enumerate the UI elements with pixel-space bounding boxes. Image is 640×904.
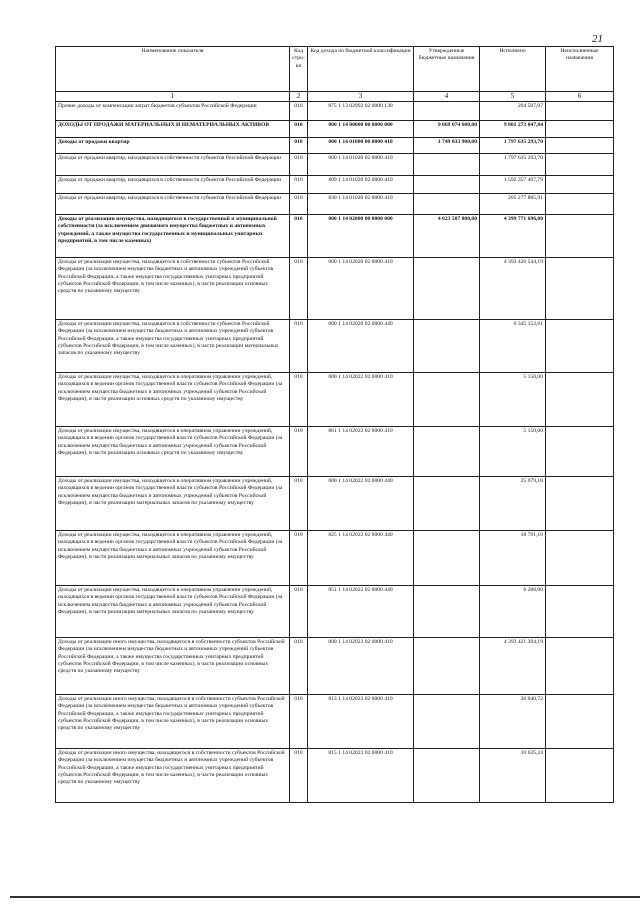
row-indicator-name: Доходы от реализации иного имущества, находящегося в собственности субъектов Российской Федерации (за исключением имущества бюджетных и автономных учреждений субъектов Российской Федерации, а также имущества государственных унитарных предприятий субъектов Российской Федерации, в том числе казенных), в части реализации основных средств по указанному имуществу	[56, 749, 290, 803]
row-line-code: 010	[290, 320, 308, 373]
row-remaining-amount	[546, 154, 614, 176]
row-approved-amount	[414, 427, 480, 477]
row-remaining-amount	[546, 194, 614, 215]
row-indicator-name: Доходы от продажи квартир, находящихся в собственности субъектов Российской Федерации	[56, 176, 290, 194]
page-number: 21	[592, 33, 603, 45]
row-approved-amount: 1 749 033 900,00	[414, 138, 480, 154]
row-indicator-name: ДОХОДЫ ОТ ПРОДАЖИ МАТЕРИАЛЬНЫХ И НЕМАТЕРИАЛЬНЫХ АКТИВОВ	[56, 121, 290, 138]
row-indicator-name: Доходы от реализации имущества, находящегося в государственной и муниципальной собственности (за исключением движимого имущества бюджетных и автономных учреждений, а также имущества государственных и муниципальных унитарных предприятий, в том числе казенных)	[56, 215, 290, 258]
header-approved: Утвержденные бюджетные назначения	[414, 47, 480, 92]
row-remaining-amount	[546, 638, 614, 695]
row-executed-amount: 205 277 885,91	[480, 194, 546, 215]
row-line-code: 010	[290, 138, 308, 154]
table-row	[56, 477, 614, 531]
row-indicator-name: Доходы от реализации имущества, находящегося в оперативном управлении учреждений, находящихся в ведении органов государственной власти субъектов Российской Федерации (за исключением имущества бюджетных и автономных учреждений субъектов Российской Федерации), в части реализации материальных запасов по указанному имуществу	[56, 586, 290, 638]
row-remaining-amount	[546, 258, 614, 320]
table-row	[56, 176, 614, 194]
column-index: 5	[480, 92, 546, 102]
row-indicator-name: Доходы от реализации имущества, находящегося в собственности субъектов Российской Федерации (за исключением имущества бюджетных и автономных учреждений субъектов Российской Федерации, а также имущества государственных унитарных предприятий субъектов Российской Федерации, в том числе казенных), в части реализации материальных запасов по указанному имуществу	[56, 320, 290, 373]
row-indicator-name: Доходы от продажи квартир, находящихся в собственности субъектов Российской Федерации	[56, 194, 290, 215]
row-indicator-name: Доходы от реализации имущества, находящегося в оперативном управлении учреждений, находящихся в ведении органов государственной власти субъектов Российской Федерации (за исключением имущества бюджетных и автономных учреждений субъектов Российской Федерации), в части реализации материальных запасов по указанному имуществу	[56, 477, 290, 531]
row-approved-amount	[414, 477, 480, 531]
table-row	[56, 531, 614, 586]
row-remaining-amount	[546, 373, 614, 427]
row-line-code: 010	[290, 102, 308, 121]
row-indicator-name: Прочие доходы от компенсации затрат бюджетов субъектов Российской Федерации	[56, 102, 290, 121]
row-budget-code: 830 1 14 01020 02 0000 410	[308, 194, 414, 215]
row-executed-amount: 6 288,00	[480, 586, 546, 638]
row-executed-amount: 1 592 357 407,79	[480, 176, 546, 194]
row-approved-amount	[414, 320, 480, 373]
revenue-table	[55, 46, 614, 803]
row-budget-code: 000 1 14 02022 02 0000 410	[308, 373, 414, 427]
row-approved-amount	[414, 154, 480, 176]
row-executed-amount: 4 393 421 394,19	[480, 638, 546, 695]
column-index: 6	[546, 92, 614, 102]
row-indicator-name: Доходы от реализации имущества, находящегося в собственности субъектов Российской Федерации (за исключением имущества бюджетных и автономных учреждений субъектов Российской Федерации, а также имущества государственных унитарных предприятий субъектов Российской Федерации, в том числе казенных), в части реализации основных средств по указанному имуществу	[56, 258, 290, 320]
row-remaining-amount	[546, 427, 614, 477]
row-indicator-name: Доходы от реализации имущества, находящегося в оперативном управлении учреждений, находящихся в ведении органов государственной власти субъектов Российской Федерации (за исключением имущества бюджетных и автономных учреждений субъектов Российской Федерации), в части реализации основных средств по указанному имуществу	[56, 427, 290, 477]
table-row	[56, 695, 614, 749]
row-line-code: 010	[290, 194, 308, 215]
row-executed-amount: 5 150,00	[480, 373, 546, 427]
row-budget-code: 809 1 14 01020 02 0000 410	[308, 176, 414, 194]
row-budget-code: 000 1 14 01000 00 0000 410	[308, 138, 414, 154]
row-remaining-amount	[546, 215, 614, 258]
row-executed-amount: 6 345 152,61	[480, 320, 546, 373]
row-executed-amount: 10 635,24	[480, 749, 546, 803]
table-row	[56, 138, 614, 154]
column-index: 4	[414, 92, 480, 102]
row-approved-amount	[414, 194, 480, 215]
row-line-code: 010	[290, 586, 308, 638]
row-line-code: 010	[290, 749, 308, 803]
row-remaining-amount	[546, 749, 614, 803]
row-budget-code: 815 1 14 02023 02 0000 410	[308, 749, 414, 803]
table-row	[56, 373, 614, 427]
table-row	[56, 154, 614, 176]
row-executed-amount: 18 791,10	[480, 531, 546, 586]
row-approved-amount	[414, 102, 480, 121]
row-budget-code: 813 1 14 02023 02 0000 410	[308, 695, 414, 749]
row-indicator-name: Доходы от продажи квартир, находящихся в собственности субъектов Российской Федерации	[56, 154, 290, 176]
row-executed-amount: 25 079,10	[480, 477, 546, 531]
header-line-code: Код стро-ки	[290, 47, 308, 92]
row-approved-amount	[414, 749, 480, 803]
row-remaining-amount	[546, 531, 614, 586]
row-remaining-amount	[546, 102, 614, 121]
row-indicator-name: Доходы от реализации иного имущества, находящегося в собственности субъектов Российской Федерации (за исключением имущества бюджетных и автономных учреждений субъектов Российской Федерации, а также имущества государственных унитарных предприятий субъектов Российской Федерации, в том числе казенных), в части реализации основных средств по указанному имуществу	[56, 638, 290, 695]
row-remaining-amount	[546, 695, 614, 749]
row-approved-amount	[414, 258, 480, 320]
column-index: 3	[308, 92, 414, 102]
row-executed-amount: 204 507,07	[480, 102, 546, 121]
row-indicator-name: Доходы от реализации иного имущества, находящегося в собственности субъектов Российской Федерации (за исключением имущества бюджетных и автономных учреждений субъектов Российской Федерации, а также имущества государственных унитарных предприятий субъектов Российской Федерации, в том числе казенных), в части реализации основных средств по указанному имуществу	[56, 695, 290, 749]
table-row	[56, 638, 614, 695]
column-index-row	[56, 92, 614, 102]
header-executed: Исполнено	[480, 47, 546, 92]
row-remaining-amount	[546, 121, 614, 138]
row-line-code: 010	[290, 477, 308, 531]
row-executed-amount: 4 393 426 544,19	[480, 258, 546, 320]
table-row	[56, 215, 614, 258]
row-line-code: 010	[290, 154, 308, 176]
row-executed-amount: 5 150,00	[480, 427, 546, 477]
column-index: 1	[56, 92, 290, 102]
row-budget-code: 000 1 14 02022 02 0000 440	[308, 477, 414, 531]
row-budget-code: 875 1 13 02992 02 0000 130	[308, 102, 414, 121]
table-row	[56, 427, 614, 477]
row-line-code: 010	[290, 427, 308, 477]
row-executed-amount: 26 040,72	[480, 695, 546, 749]
row-remaining-amount	[546, 138, 614, 154]
row-line-code: 010	[290, 215, 308, 258]
row-budget-code: 861 1 14 02022 02 0000 410	[308, 427, 414, 477]
row-executed-amount: 9 801 273 047,84	[480, 121, 546, 138]
table-row	[56, 102, 614, 121]
row-approved-amount	[414, 176, 480, 194]
column-index: 2	[290, 92, 308, 102]
row-line-code: 010	[290, 531, 308, 586]
scan-bottom-edge	[10, 896, 640, 898]
row-remaining-amount	[546, 176, 614, 194]
row-budget-code: 000 1 14 02020 02 0000 410	[308, 258, 414, 320]
table-row	[56, 121, 614, 138]
row-approved-amount: 9 069 074 600,00	[414, 121, 480, 138]
row-remaining-amount	[546, 477, 614, 531]
row-budget-code: 851 1 14 02022 02 0000 440	[308, 586, 414, 638]
table-row	[56, 320, 614, 373]
row-indicator-name: Доходы от реализации имущества, находящегося в оперативном управлении учреждений, находящихся в ведении органов государственной власти субъектов Российской Федерации (за исключением имущества бюджетных и автономных учреждений субъектов Российской Федерации), в части реализации основных средств по указанному имуществу	[56, 373, 290, 427]
table-row	[56, 586, 614, 638]
row-budget-code: 825 1 14 02022 02 0000 440	[308, 531, 414, 586]
row-budget-code: 000 1 14 00000 00 0000 000	[308, 121, 414, 138]
row-approved-amount: 4 023 587 800,00	[414, 215, 480, 258]
header-budget-code: Код дохода по бюджетной классификации	[308, 47, 414, 92]
row-indicator-name: Доходы от продажи квартир	[56, 138, 290, 154]
row-line-code: 010	[290, 121, 308, 138]
row-line-code: 010	[290, 373, 308, 427]
row-budget-code: 000 1 14 02023 02 0000 410	[308, 638, 414, 695]
header-indicator-name: Наименование показателя	[56, 47, 290, 92]
row-budget-code: 000 1 14 02020 02 0000 440	[308, 320, 414, 373]
row-remaining-amount	[546, 320, 614, 373]
row-remaining-amount	[546, 586, 614, 638]
row-executed-amount: 1 797 635 293,70	[480, 138, 546, 154]
header-remaining: Неисполненные назначения	[546, 47, 614, 92]
table-row	[56, 258, 614, 320]
header-row	[56, 47, 614, 92]
table-row	[56, 194, 614, 215]
row-indicator-name: Доходы от реализации имущества, находящегося в оперативном управлении учреждений, находящихся в ведении органов государственной власти субъектов Российской Федерации (за исключением имущества бюджетных и автономных учреждений субъектов Российской Федерации), в части реализации материальных запасов по указанному имуществу	[56, 531, 290, 586]
row-line-code: 010	[290, 176, 308, 194]
row-executed-amount: 4 399 771 696,80	[480, 215, 546, 258]
row-approved-amount	[414, 638, 480, 695]
row-line-code: 010	[290, 695, 308, 749]
row-budget-code: 000 1 14 01020 02 0000 410	[308, 154, 414, 176]
row-approved-amount	[414, 373, 480, 427]
row-approved-amount	[414, 586, 480, 638]
row-executed-amount: 1 797 635 293,70	[480, 154, 546, 176]
row-line-code: 010	[290, 258, 308, 320]
row-approved-amount	[414, 531, 480, 586]
row-line-code: 010	[290, 638, 308, 695]
row-budget-code: 000 1 14 02000 00 0000 000	[308, 215, 414, 258]
row-approved-amount	[414, 695, 480, 749]
table-row	[56, 749, 614, 803]
